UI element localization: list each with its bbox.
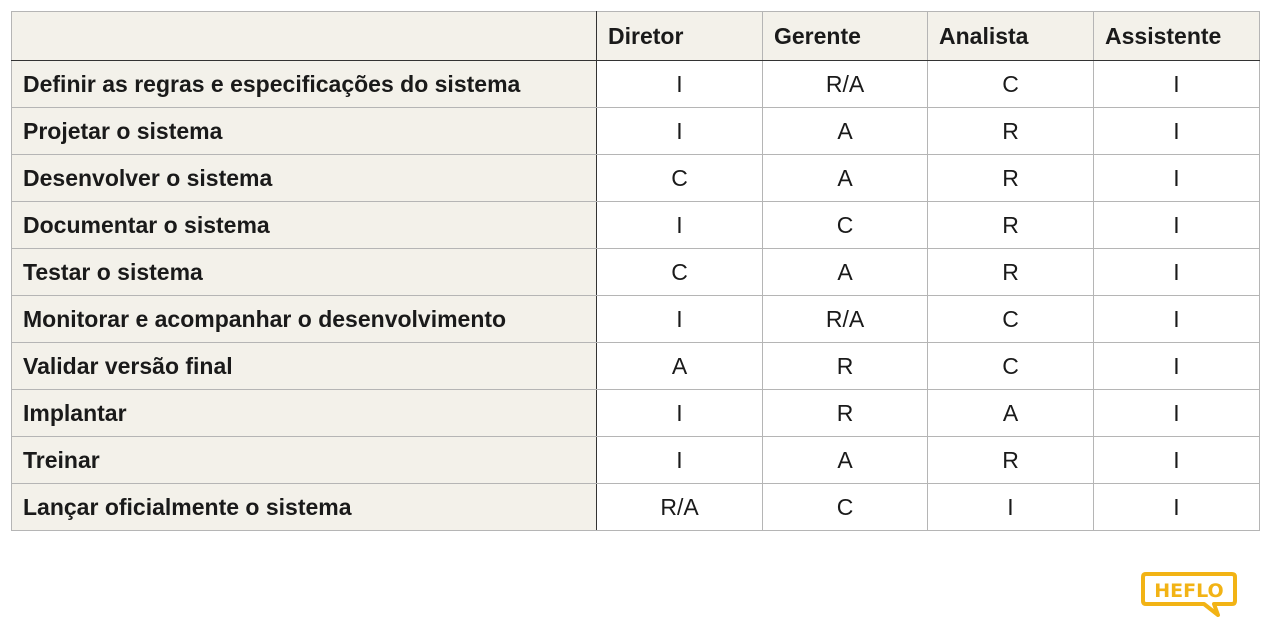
column-header-gerente: Gerente xyxy=(763,12,928,61)
task-label: Treinar xyxy=(12,437,597,484)
table-row xyxy=(12,296,1260,343)
raci-cell: A xyxy=(763,155,928,202)
table-row xyxy=(12,108,1260,155)
raci-cell: R xyxy=(763,390,928,437)
raci-cell: R/A xyxy=(597,484,763,531)
raci-cell: I xyxy=(1094,249,1260,296)
task-label: Lançar oficialmente o sistema xyxy=(12,484,597,531)
raci-cell: C xyxy=(928,61,1094,108)
raci-cell: R/A xyxy=(763,296,928,343)
raci-cell: I xyxy=(1094,61,1260,108)
raci-cell: A xyxy=(763,108,928,155)
raci-cell: I xyxy=(1094,343,1260,390)
task-label: Testar o sistema xyxy=(12,249,597,296)
raci-cell: A xyxy=(928,390,1094,437)
table-row xyxy=(12,484,1260,531)
raci-cell: C xyxy=(597,155,763,202)
raci-cell: A xyxy=(763,437,928,484)
raci-cell: I xyxy=(597,61,763,108)
raci-cell: R/A xyxy=(763,61,928,108)
task-label: Documentar o sistema xyxy=(12,202,597,249)
header-corner-cell xyxy=(12,12,597,61)
table-row xyxy=(12,202,1260,249)
raci-cell: I xyxy=(1094,484,1260,531)
column-header-diretor: Diretor xyxy=(597,12,763,61)
raci-cell: A xyxy=(597,343,763,390)
raci-cell: R xyxy=(928,437,1094,484)
table-row xyxy=(12,390,1260,437)
raci-cell: C xyxy=(597,249,763,296)
task-label: Definir as regras e especificações do sistema xyxy=(12,61,597,108)
raci-cell: C xyxy=(928,343,1094,390)
task-label: Projetar o sistema xyxy=(12,108,597,155)
table-row xyxy=(12,155,1260,202)
raci-cell: I xyxy=(597,390,763,437)
heflo-logo xyxy=(1140,571,1238,619)
raci-cell: I xyxy=(597,108,763,155)
raci-cell: I xyxy=(597,437,763,484)
column-header-analista: Analista xyxy=(928,12,1094,61)
raci-cell: R xyxy=(763,343,928,390)
raci-cell: I xyxy=(597,202,763,249)
task-label: Implantar xyxy=(12,390,597,437)
raci-cell: I xyxy=(597,296,763,343)
raci-cell: R xyxy=(928,155,1094,202)
heflo-logo-text: HEFLO xyxy=(1154,580,1224,602)
raci-cell: R xyxy=(928,249,1094,296)
raci-cell: I xyxy=(1094,155,1260,202)
raci-cell: C xyxy=(763,202,928,249)
table-row xyxy=(12,249,1260,296)
raci-cell: R xyxy=(928,108,1094,155)
raci-cell: I xyxy=(1094,296,1260,343)
raci-matrix-table xyxy=(11,11,1260,531)
table-row xyxy=(12,61,1260,108)
raci-cell: C xyxy=(928,296,1094,343)
table-row xyxy=(12,437,1260,484)
raci-cell: I xyxy=(1094,437,1260,484)
raci-cell: I xyxy=(1094,108,1260,155)
task-label: Monitorar e acompanhar o desenvolvimento xyxy=(12,296,597,343)
header-row xyxy=(12,12,1260,61)
task-label: Validar versão final xyxy=(12,343,597,390)
raci-cell: C xyxy=(763,484,928,531)
column-header-assistente: Assistente xyxy=(1094,12,1260,61)
table-row xyxy=(12,343,1260,390)
task-label: Desenvolver o sistema xyxy=(12,155,597,202)
raci-cell: I xyxy=(1094,202,1260,249)
raci-cell: A xyxy=(763,249,928,296)
heflo-logo-icon xyxy=(1140,571,1238,619)
raci-cell: I xyxy=(1094,390,1260,437)
raci-cell: I xyxy=(928,484,1094,531)
raci-cell: R xyxy=(928,202,1094,249)
